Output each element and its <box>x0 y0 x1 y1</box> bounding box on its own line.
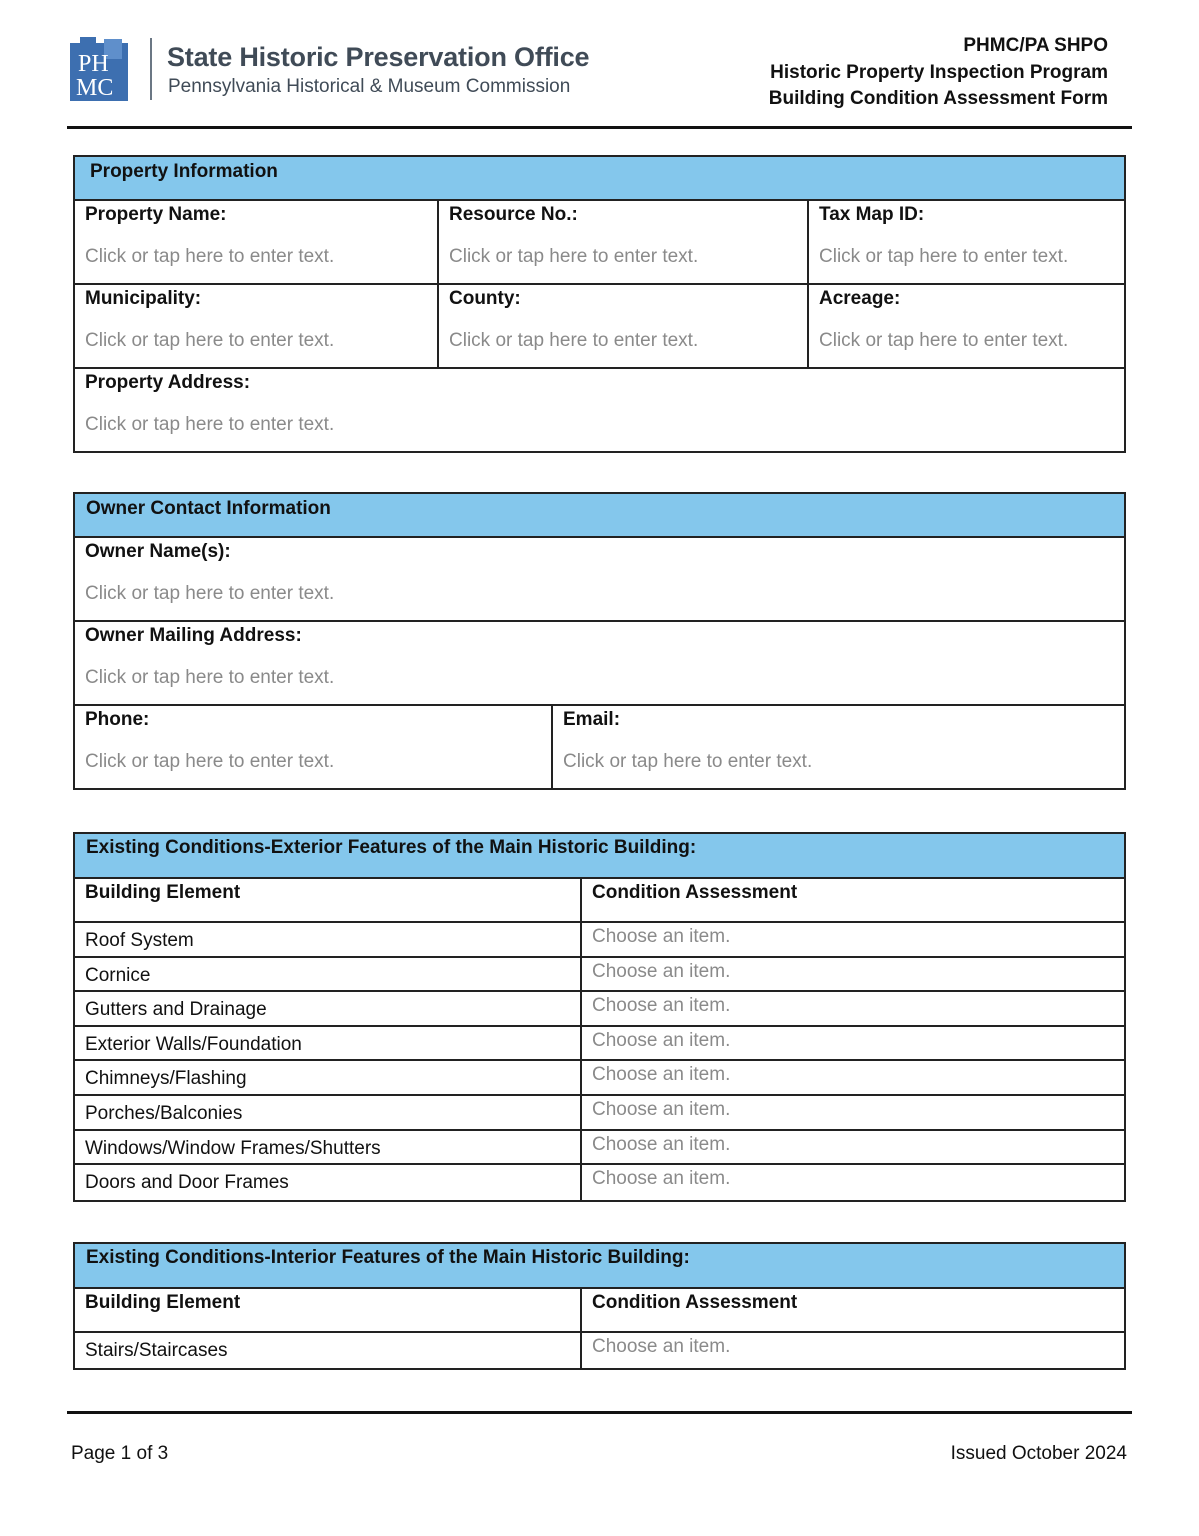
owner-contact-table <box>73 492 1126 790</box>
owner-name-field[interactable] <box>75 538 1124 620</box>
condition-row <box>75 992 1124 1027</box>
exterior-header-row <box>75 879 1124 923</box>
interior-header-row <box>75 1289 1124 1333</box>
acreage-field[interactable] <box>807 285 1124 367</box>
owner-contact-title: Owner Contact Information <box>75 494 1124 538</box>
property-row-2 <box>75 285 1124 369</box>
exterior-rows <box>75 923 1124 1200</box>
svg-text:PH: PH <box>78 51 109 77</box>
condition-dropdown[interactable]: Choose an item. <box>580 1165 1124 1200</box>
field-label: Municipality: <box>85 288 202 309</box>
column-header-condition-assessment: Condition Assessment <box>580 879 1124 921</box>
condition-row <box>75 1165 1124 1200</box>
footer-rule <box>67 1411 1132 1414</box>
column-header-building-element: Building Element <box>85 1292 241 1313</box>
owner-mailing-address-field[interactable] <box>75 622 1124 704</box>
condition-row <box>75 958 1124 993</box>
doc-heading-line-2: Historic Property Inspection Program <box>770 61 1108 83</box>
svg-text:MC: MC <box>76 75 114 101</box>
condition-dropdown[interactable]: Choose an item. <box>580 1027 1124 1060</box>
property-address-field[interactable] <box>75 369 1124 451</box>
building-element-label: Cornice <box>85 964 151 986</box>
owner-row-1 <box>75 538 1124 622</box>
doc-heading-line-1: PHMC/PA SHPO <box>963 35 1108 56</box>
building-element-label: Gutters and Drainage <box>85 999 267 1021</box>
owner-name-input[interactable]: Click or tap here to enter text. <box>85 583 335 604</box>
building-element-label: Chimneys/Flashing <box>85 1068 247 1090</box>
email-input[interactable]: Click or tap here to enter text. <box>563 751 813 772</box>
condition-row <box>75 1061 1124 1096</box>
condition-dropdown[interactable]: Choose an item. <box>580 1333 1124 1368</box>
owner-row-3 <box>75 706 1124 788</box>
column-header-building-element: Building Element <box>85 882 241 903</box>
logo-divider <box>150 38 152 100</box>
condition-row <box>75 1333 1124 1368</box>
field-label: Owner Mailing Address: <box>85 625 302 646</box>
county-field[interactable] <box>437 285 807 367</box>
municipality-input[interactable]: Click or tap here to enter text. <box>85 330 335 351</box>
exterior-conditions-title: Existing Conditions-Exterior Features of the Main Historic Building: <box>75 834 1124 879</box>
phmc-logo <box>70 37 132 101</box>
field-label: County: <box>449 288 521 309</box>
issued-date: Issued October 2024 <box>950 1443 1127 1464</box>
county-input[interactable]: Click or tap here to enter text. <box>449 330 699 351</box>
property-name-field[interactable] <box>75 201 437 283</box>
phone-input[interactable]: Click or tap here to enter text. <box>85 751 335 772</box>
acreage-input[interactable]: Click or tap here to enter text. <box>819 330 1069 351</box>
property-row-3 <box>75 369 1124 451</box>
condition-dropdown[interactable]: Choose an item. <box>580 1061 1124 1094</box>
email-field[interactable] <box>551 706 1124 788</box>
building-element-label: Windows/Window Frames/Shutters <box>85 1137 381 1159</box>
condition-dropdown[interactable]: Choose an item. <box>580 923 1124 956</box>
owner-mailing-address-input[interactable]: Click or tap here to enter text. <box>85 667 335 688</box>
org-title: State Historic Preservation Office <box>167 42 590 72</box>
phone-field[interactable] <box>75 706 551 788</box>
tax-map-id-input[interactable]: Click or tap here to enter text. <box>819 246 1069 267</box>
municipality-field[interactable] <box>75 285 437 367</box>
building-element-label: Porches/Balconies <box>85 1102 243 1124</box>
property-row-1 <box>75 201 1124 285</box>
org-subtitle: Pennsylvania Historical & Museum Commission <box>168 76 571 97</box>
field-label: Resource No.: <box>449 204 578 225</box>
column-header-condition-assessment: Condition Assessment <box>580 1289 1124 1331</box>
interior-rows <box>75 1333 1124 1368</box>
field-label: Property Address: <box>85 372 251 393</box>
field-label: Tax Map ID: <box>819 204 925 225</box>
condition-dropdown[interactable]: Choose an item. <box>580 1096 1124 1129</box>
condition-dropdown[interactable]: Choose an item. <box>580 958 1124 991</box>
resource-no-field[interactable] <box>437 201 807 283</box>
page-number: Page 1 of 3 <box>71 1443 169 1464</box>
property-address-input[interactable]: Click or tap here to enter text. <box>85 414 335 435</box>
owner-row-2 <box>75 622 1124 706</box>
condition-dropdown[interactable]: Choose an item. <box>580 1131 1124 1164</box>
field-label: Property Name: <box>85 204 227 225</box>
property-info-title: Property Information <box>75 157 1124 201</box>
property-info-table <box>73 155 1126 453</box>
condition-row <box>75 923 1124 958</box>
field-label: Email: <box>563 709 621 730</box>
header-rule <box>67 126 1132 129</box>
document-heading <box>769 33 1108 113</box>
condition-row <box>75 1027 1124 1062</box>
field-label: Owner Name(s): <box>85 541 231 562</box>
field-label: Phone: <box>85 709 150 730</box>
condition-row <box>75 1131 1124 1166</box>
condition-dropdown[interactable]: Choose an item. <box>580 992 1124 1025</box>
building-element-label: Stairs/Staircases <box>85 1340 228 1361</box>
tax-map-id-field[interactable] <box>807 201 1124 283</box>
condition-row <box>75 1096 1124 1131</box>
exterior-conditions-table <box>73 832 1126 1202</box>
building-element-label: Doors and Door Frames <box>85 1172 289 1194</box>
doc-heading-line-3: Building Condition Assessment Form <box>768 88 1108 109</box>
building-element-label: Roof System <box>85 930 194 951</box>
interior-conditions-table <box>73 1242 1126 1370</box>
resource-no-input[interactable]: Click or tap here to enter text. <box>449 246 699 267</box>
interior-conditions-title: Existing Conditions-Interior Features of the Main Historic Building: <box>75 1244 1124 1289</box>
field-label: Acreage: <box>819 288 901 309</box>
building-element-label: Exterior Walls/Foundation <box>85 1033 302 1055</box>
property-name-input[interactable]: Click or tap here to enter text. <box>85 246 335 267</box>
